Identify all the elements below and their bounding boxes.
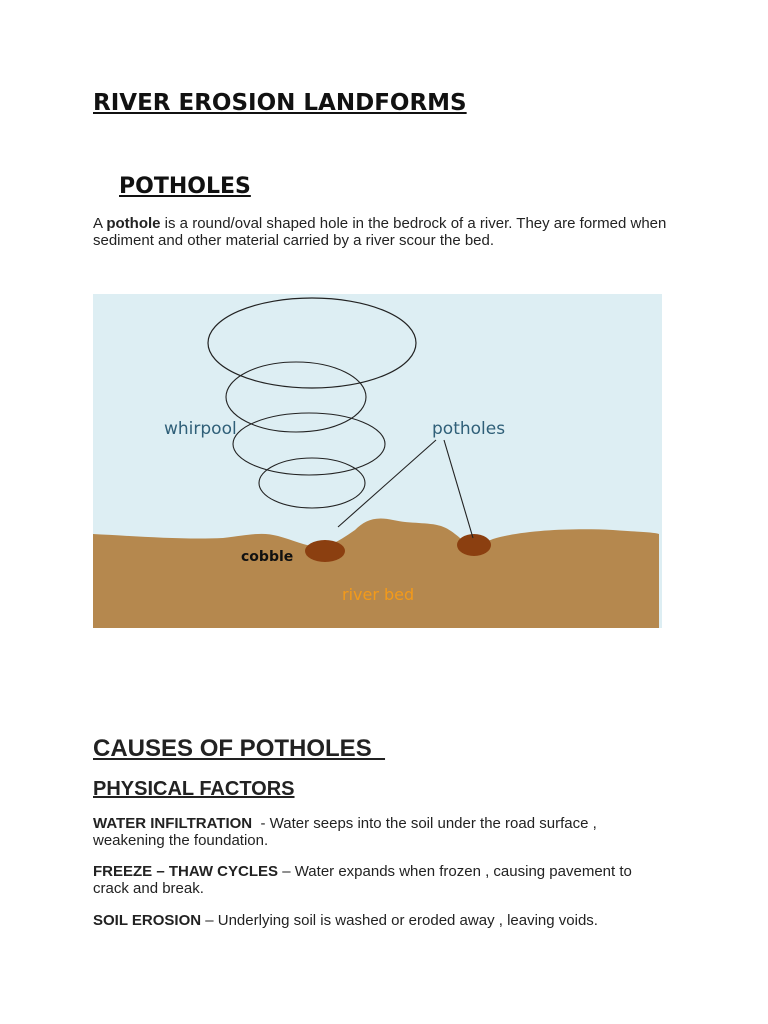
factor-term: WATER INFILTRATION [93, 815, 257, 832]
factor-text: – Water expands when frozen , causing pavement to crack and break. [93, 863, 632, 897]
intro-paragraph [93, 215, 673, 249]
cobble-stone [305, 540, 345, 562]
intro-term: pothole [106, 215, 161, 232]
factor-freeze-thaw [93, 863, 668, 897]
factor-text: – Underlying soil is washed or eroded away , leaving voids. [201, 912, 598, 929]
label-potholes: potholes [432, 419, 506, 439]
causes-heading: CAUSES OF POTHOLES [93, 735, 386, 762]
label-river-bed: river bed [342, 585, 415, 604]
intro-lead: A [93, 215, 107, 232]
section-heading-potholes: POTHOLES [119, 174, 251, 199]
factor-term: FREEZE – THAW CYCLES [93, 863, 279, 880]
factor-soil-erosion [93, 912, 668, 929]
label-whirpool: whirpool [164, 419, 237, 439]
intro-text: is a round/oval shaped hole in the bedrock of a river. They are formed when sediment and other material carried by a river scour the bed. [93, 215, 667, 249]
factor-term: SOIL EROSION [93, 912, 202, 929]
factor-water-infiltration [93, 815, 668, 849]
label-cobble: cobble [241, 549, 294, 565]
pothole-stone [457, 534, 491, 556]
physical-factors-heading: PHYSICAL FACTORS [93, 778, 295, 800]
factor-text: - Water seeps into the soil under the road surface , weakening the foundation. [93, 815, 597, 849]
page-title: RIVER EROSION LANDFORMS [93, 90, 467, 116]
pothole-diagram [93, 294, 662, 628]
